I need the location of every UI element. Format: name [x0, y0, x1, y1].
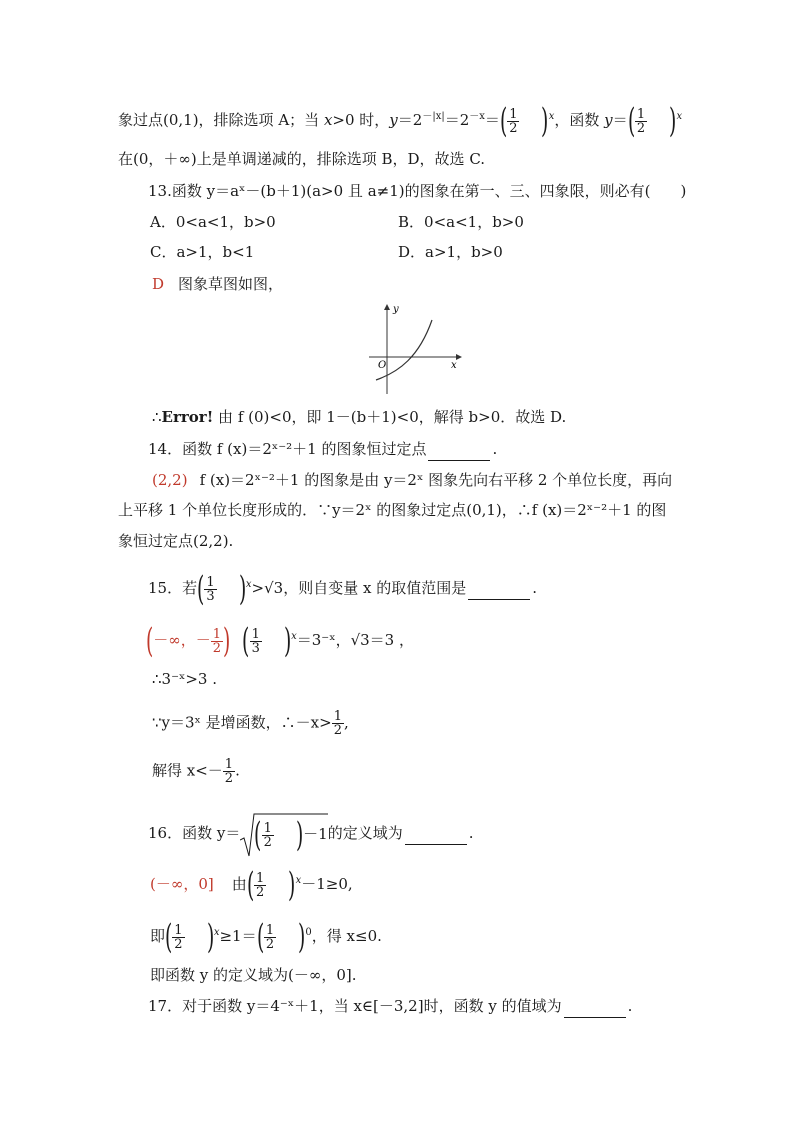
text-run: f (x)＝2ˣ⁻²＋1 的图象是由 y＝2ˣ 图象先向右平移 2 个单位长度，再向 [199, 471, 673, 489]
left-paren: ( [242, 621, 250, 661]
text-run: 16．函数 y＝ [148, 824, 241, 842]
q15-solution-line3 [152, 710, 349, 737]
text-run: 由 f (0)<0，即 1－(b＋1)<0，解得 b>0．故选 D. [213, 408, 567, 426]
q13-conclusion [152, 406, 566, 428]
answer-blank [564, 995, 626, 1018]
q17-stem [148, 995, 632, 1018]
denominator: 2 [265, 936, 275, 952]
text-run: ，函数 [554, 111, 605, 129]
denominator: 2 [636, 120, 646, 136]
left-paren: ( [254, 815, 262, 855]
numerator: 1 [224, 757, 234, 772]
error-marker: Error! [161, 408, 214, 426]
right-paren: ) [206, 917, 214, 957]
text-run: 的定义域为 [327, 824, 403, 842]
text-run: >√3，则自变量 x 的取值范围是 [251, 579, 467, 597]
answer-text: 图象草图如图， [178, 275, 284, 293]
numerator: 1 [256, 870, 265, 886]
text-run: 象过点(0,1)，排除选项 A；当 [118, 111, 324, 129]
text-run: ≥1＝ [219, 927, 257, 945]
text-run: ∵y＝3ˣ 是增函数，∴－x> [152, 713, 332, 732]
numerator: 1 [251, 626, 260, 642]
denominator: 2 [224, 771, 234, 786]
exponent: x [548, 111, 555, 122]
numerator: 1 [333, 709, 342, 724]
x-axis-arrow [456, 354, 462, 360]
text-run: 解得 x<－ [152, 761, 223, 780]
var-y: y [604, 111, 613, 129]
q13-answer [152, 273, 283, 295]
x-axis-label: x [451, 360, 457, 371]
denominator: 2 [263, 834, 272, 850]
answer: －∞，－ [153, 631, 211, 649]
numerator: 1 [174, 922, 183, 938]
text-run: 14．函数 f (x)＝2ˣ⁻²＋1 的图象恒过定点 [148, 440, 427, 458]
q13-option-c: C．a>1，b<1 [150, 243, 255, 261]
q13-option-d: D．a>1，b>0 [398, 243, 503, 261]
right-paren: ) [238, 569, 246, 609]
text-run: ，得 x≤0. [311, 927, 382, 945]
text-run: 即 [150, 927, 166, 945]
q15-solution-line4 [152, 758, 240, 785]
text-run: 由 [231, 875, 247, 893]
sqrt-expression [240, 815, 328, 855]
q14-stem [148, 438, 497, 461]
q16-solution-line1 [150, 865, 353, 905]
y-axis-arrow [384, 304, 390, 310]
exponent: －x [469, 111, 485, 122]
fraction [332, 710, 344, 737]
denominator: 3 [206, 588, 215, 604]
denominator: 3 [251, 640, 260, 656]
text-run: ＝ [484, 111, 500, 129]
right-paren: ) [283, 621, 292, 661]
fraction [507, 108, 519, 135]
q14-solution-line3: 象恒过定点(2,2). [118, 532, 234, 550]
q15-solution-line2: ∴3⁻ˣ>3 . [152, 670, 218, 688]
left-paren: ( [499, 101, 508, 141]
right-paren: ) [223, 621, 231, 661]
answer-blank [405, 822, 467, 845]
left-paren: ( [197, 569, 205, 609]
denominator: 2 [212, 640, 222, 656]
therefore-sign: ∴ [152, 408, 162, 426]
text-run: , [344, 713, 349, 732]
left-paren: ( [145, 621, 154, 661]
fraction [635, 108, 647, 135]
left-paren: ( [165, 917, 173, 957]
exponent: x [245, 579, 252, 590]
q14-solution-line2: 上平移 1 个单位长度形成的．∵y＝2ˣ 的图象过定点(0,1)，∴f (x)＝2ˣ⁻²＋1 的图 [118, 501, 667, 519]
text-run: ＝2 [397, 111, 423, 129]
fraction [172, 924, 184, 951]
var-y: y [389, 111, 398, 129]
left-paren: ( [627, 101, 635, 141]
q16-solution-line2 [150, 917, 382, 957]
fraction [204, 576, 216, 603]
y-axis-label: y [393, 304, 399, 315]
text-run: . [532, 579, 537, 597]
numerator: 1 [265, 922, 275, 938]
q13-sketch-graph [364, 302, 464, 397]
denominator: 2 [509, 120, 518, 136]
fraction [254, 872, 266, 899]
exponent: －|x| [422, 111, 445, 122]
var-x: x [323, 111, 333, 129]
text-run: >0 时， [332, 111, 390, 129]
origin-label: O [378, 360, 387, 371]
p12-line1 [118, 101, 683, 141]
curve [376, 320, 432, 380]
numerator: 1 [263, 820, 272, 836]
answer: (－∞，0] [150, 875, 214, 893]
right-paren: ) [669, 101, 677, 141]
numerator: 1 [509, 106, 518, 122]
q15-stem [148, 569, 537, 609]
q16-solution-line3: 即函数 y 的定义域为(－∞，0]. [150, 966, 357, 984]
exponent: x [676, 111, 683, 122]
left-paren: ( [256, 917, 264, 957]
q13-option-b: B．0<a<1，b>0 [398, 213, 524, 231]
exponent: x [213, 927, 220, 938]
right-paren: ) [541, 101, 549, 141]
text-run: . [235, 761, 240, 780]
text-run: ＝3⁻ˣ，√3＝3 ， [296, 631, 414, 649]
text-run: －1≥0, [301, 875, 353, 893]
p12-line2: 在(0，＋∞)上是单调递减的，排除选项 B，D，故选 C. [118, 150, 486, 168]
numerator: 1 [206, 574, 215, 590]
numerator: 1 [212, 626, 222, 642]
right-paren: ) [295, 815, 304, 855]
right-paren: ) [288, 865, 296, 905]
exponent: 0 [305, 927, 312, 938]
answer: (2,2) [152, 471, 188, 489]
answer-fraction [211, 628, 223, 655]
text-run: ＝ [612, 111, 628, 129]
right-paren: ) [298, 917, 306, 957]
exponent: x [295, 875, 302, 886]
q15-solution-line1 [145, 621, 414, 661]
q13-stem: 13.函数 y＝aˣ－(b＋1)(a>0 且 a≠1)的图象在第一、三、四象限，则必有( ) [148, 182, 687, 200]
answer-blank [468, 577, 530, 600]
numerator: 1 [636, 106, 646, 122]
q13-option-a: A．0<a<1，b>0 [150, 213, 276, 231]
denominator: 2 [256, 884, 265, 900]
fraction [223, 758, 235, 785]
q16-stem [148, 815, 474, 855]
answer-blank [428, 438, 490, 461]
text-run: －1 [303, 825, 328, 843]
fraction [250, 628, 262, 655]
denominator: 2 [174, 936, 183, 952]
exponent: x [291, 631, 297, 642]
text-run: . [627, 997, 633, 1015]
denominator: 2 [333, 723, 342, 738]
text-run: . [468, 824, 474, 842]
q14-solution-line1 [152, 469, 672, 491]
left-paren: ( [246, 865, 255, 905]
text-run: 17．对于函数 y＝4⁻ˣ＋1，当 x∈[－3,2]时，函数 y 的值域为 [148, 997, 562, 1015]
text-run: ＝2 [444, 111, 470, 129]
text-run: . [492, 440, 498, 458]
text-run: 15．若 [148, 579, 198, 597]
answer-letter: D [152, 275, 165, 293]
fraction [264, 924, 276, 951]
